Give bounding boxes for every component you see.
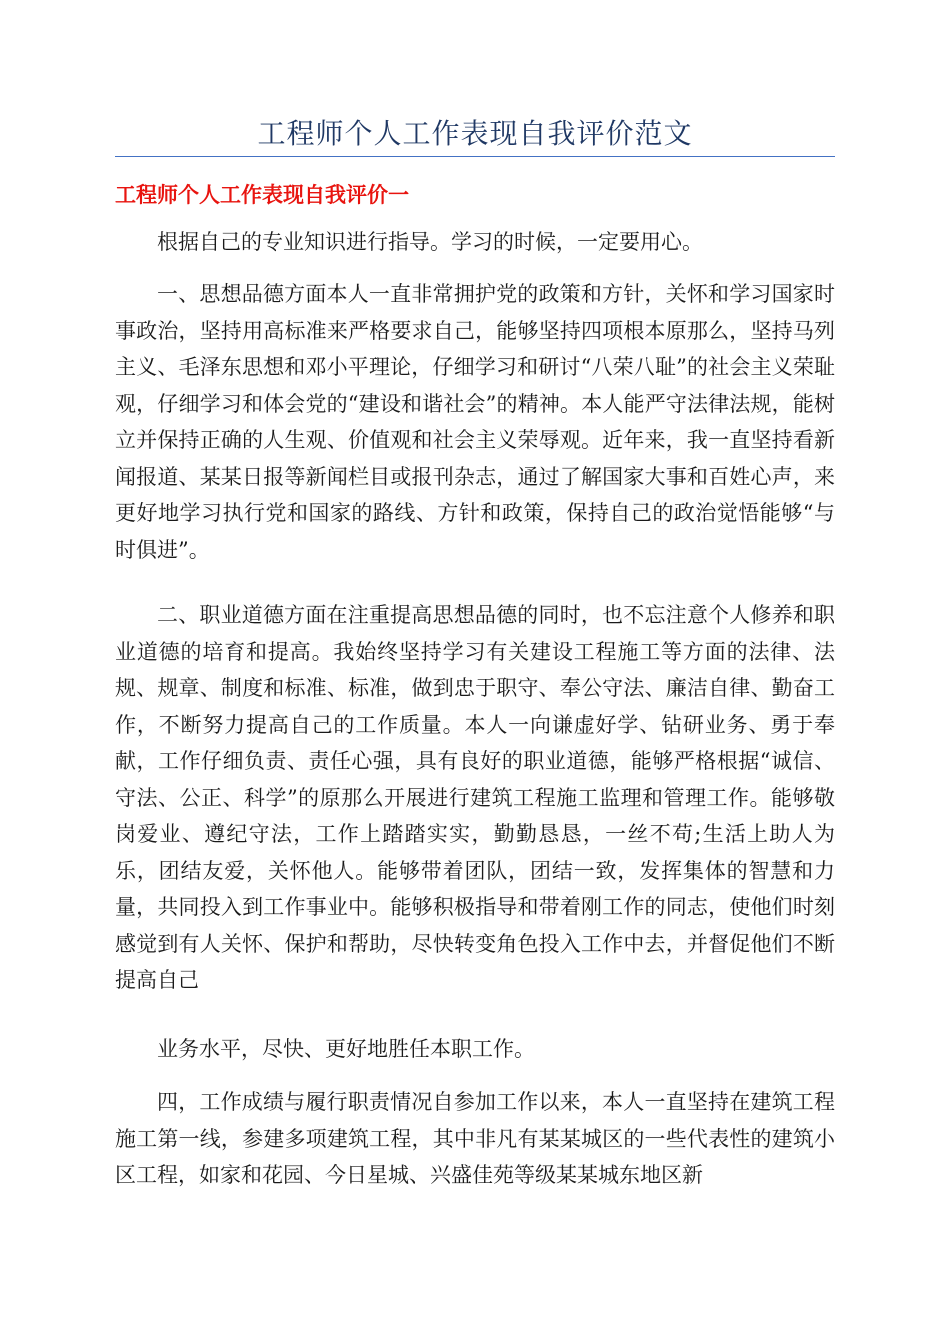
section-heading: 工程师个人工作表现自我评价一 [115,183,409,207]
paragraph-continuation: 业务水平，尽快、更好地胜任本职工作。 [157,1037,535,1061]
paragraph-intro: 根据自己的专业知识进行指导。学习的时候，一定要用心。 [157,230,703,254]
paragraph-professional-ethics: 二、职业道德方面在注重提高思想品德的同时，也不忘注意个人修养和职业道德的培育和提高。我始终坚持学习有关建设工程施工等方面的法律、法规、规章、制度和标准、标准，做到忠于职守、奉公守法、廉洁自律、勤奋工作，不断努力提高自己的工作质量。本人一向谦虚好学、钻研业务、勇于奉献，工作仔细负责、责任心强，具有良好的职业道德，能够严格根据“诚信、守法、公正、科学”的原那么开展进行建筑工程施工监理和管理工作。能够敬岗爱业、遵纪守法，工作上踏踏实实，勤勤恳恳，一丝不苟;生活上助人为乐，团结友爱，关怀他人。能够带着团队，团结一致，发挥集体的智慧和力量，共同投入到工作事业中。能够积极指导和带着刚工作的同志，使他们时刻感觉到有人关怀、保护和帮助，尽快转变角色投入工作中去，并督促他们不断提高自己 [115,603,835,992]
paragraph-moral-character: 一、思想品德方面本人一直非常拥护党的政策和方针，关怀和学习国家时事政治，坚持用高标准来严格要求自己，能够坚持四项根本原那么，坚持马列主义、毛泽东思想和邓小平理论，仔细学习和研讨“八荣八耻”的社会主义荣耻观，仔细学习和体会党的“建设和谐社会”的精神。本人能严守法律法规，能树立并保持正确的人生观、价值观和社会主义荣辱观。近年来，我一直坚持看新闻报道、某某日报等新闻栏目或报刊杂志，通过了解国家大事和百姓心声，来更好地学习执行党和国家的路线、方针和政策，保持自己的政治觉悟能够“与时俱进”。 [115,282,835,562]
title-underline-rule [115,156,835,157]
document-title: 工程师个人工作表现自我评价范文 [257,117,693,150]
paragraph-work-achievements: 四，工作成绩与履行职责情况自参加工作以来，本人一直坚持在建筑工程施工第一线，参建多项建筑工程，其中非凡有某某城区的一些代表性的建筑小区工程，如家和花园、今日星城、兴盛佳苑等级某某城东地区新 [115,1090,835,1187]
